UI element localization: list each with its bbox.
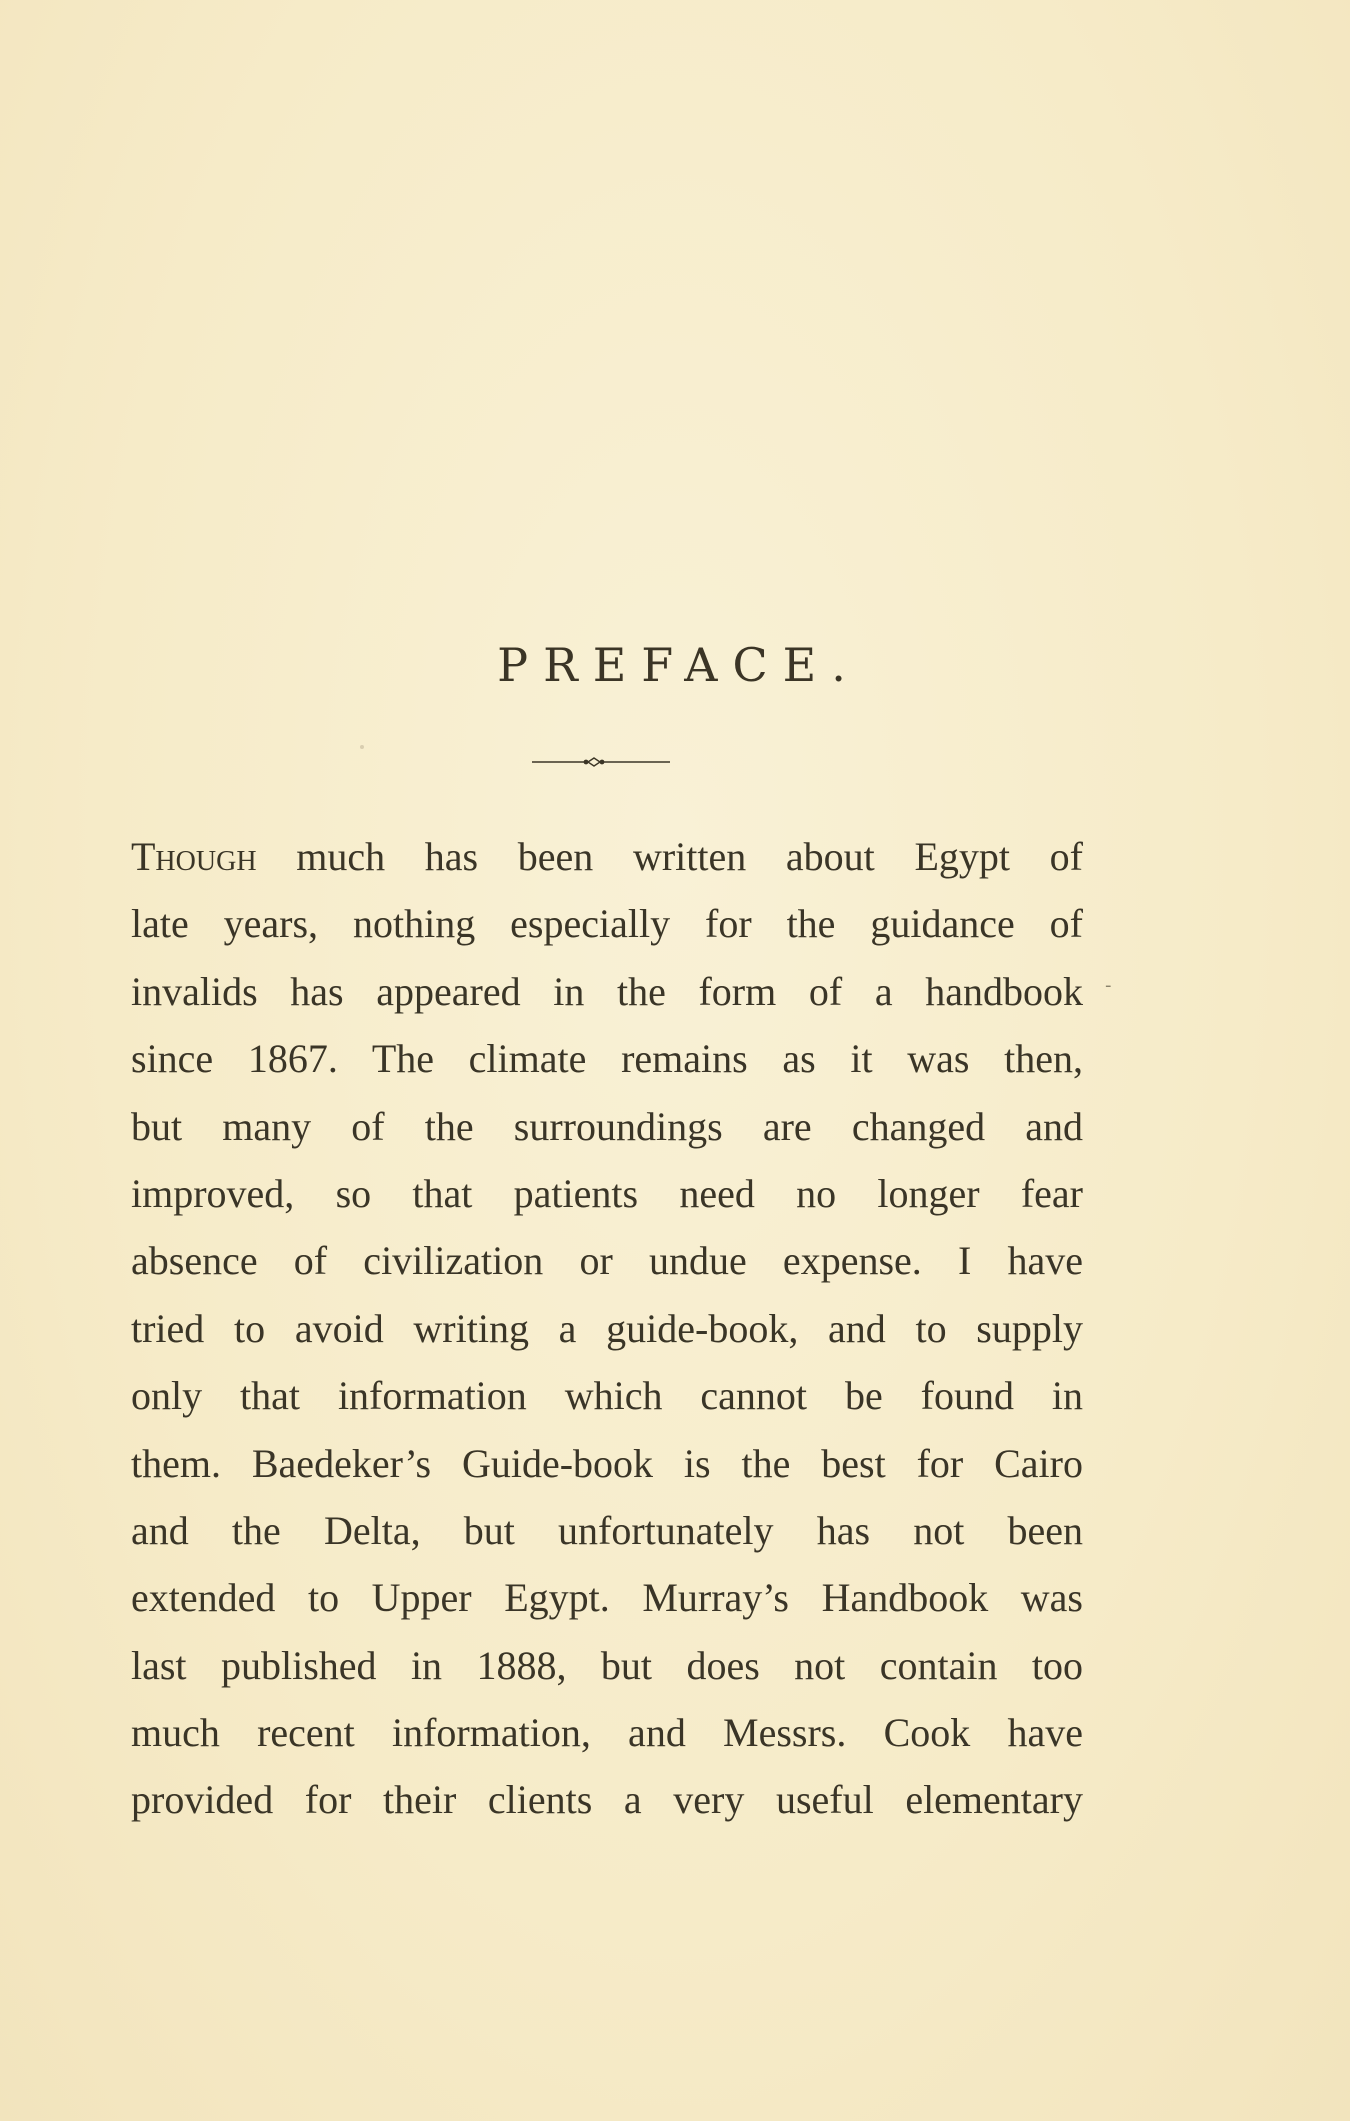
text-line: late years, nothing especially for the guidance of — [131, 901, 1083, 947]
text-line: Though much has been written about Egypt of — [131, 834, 1083, 879]
preface-paragraph — [131, 823, 1083, 1834]
page-title: PREFACE. — [497, 638, 861, 692]
text-line: since 1867. The climate remains as it was then, — [131, 1036, 1083, 1082]
text-line: but many of the surroundings are changed and — [131, 1103, 1083, 1149]
drop-word: Though — [131, 834, 257, 879]
text-line: and the Delta, but unfortunately has not been — [131, 1507, 1083, 1553]
paper-speck — [360, 745, 364, 749]
text-line: much recent information, and Messrs. Cook have — [131, 1710, 1083, 1756]
text-line: provided for their clients a very useful elementary — [131, 1777, 1083, 1823]
text-line: only that information which cannot be found in — [131, 1373, 1083, 1419]
text-line: absence of civilization or undue expense. I have — [131, 1238, 1083, 1284]
text-line: tried to avoid writing a guide-book, and to supply — [131, 1305, 1083, 1351]
ornament-divider — [530, 752, 672, 772]
text-line: improved, so that patients need no longer fear — [131, 1170, 1083, 1216]
text-line: them. Baedeker’s Guide-book is the best for Cairo — [131, 1440, 1083, 1486]
text-line: last published in 1888, but does not contain too — [131, 1642, 1083, 1688]
text-line: invalids has appeared in the form of a handbook — [131, 968, 1083, 1014]
text-line: extended to Upper Egypt. Murray’s Handbook was — [131, 1575, 1083, 1621]
margin-mark: - — [1105, 975, 1112, 996]
